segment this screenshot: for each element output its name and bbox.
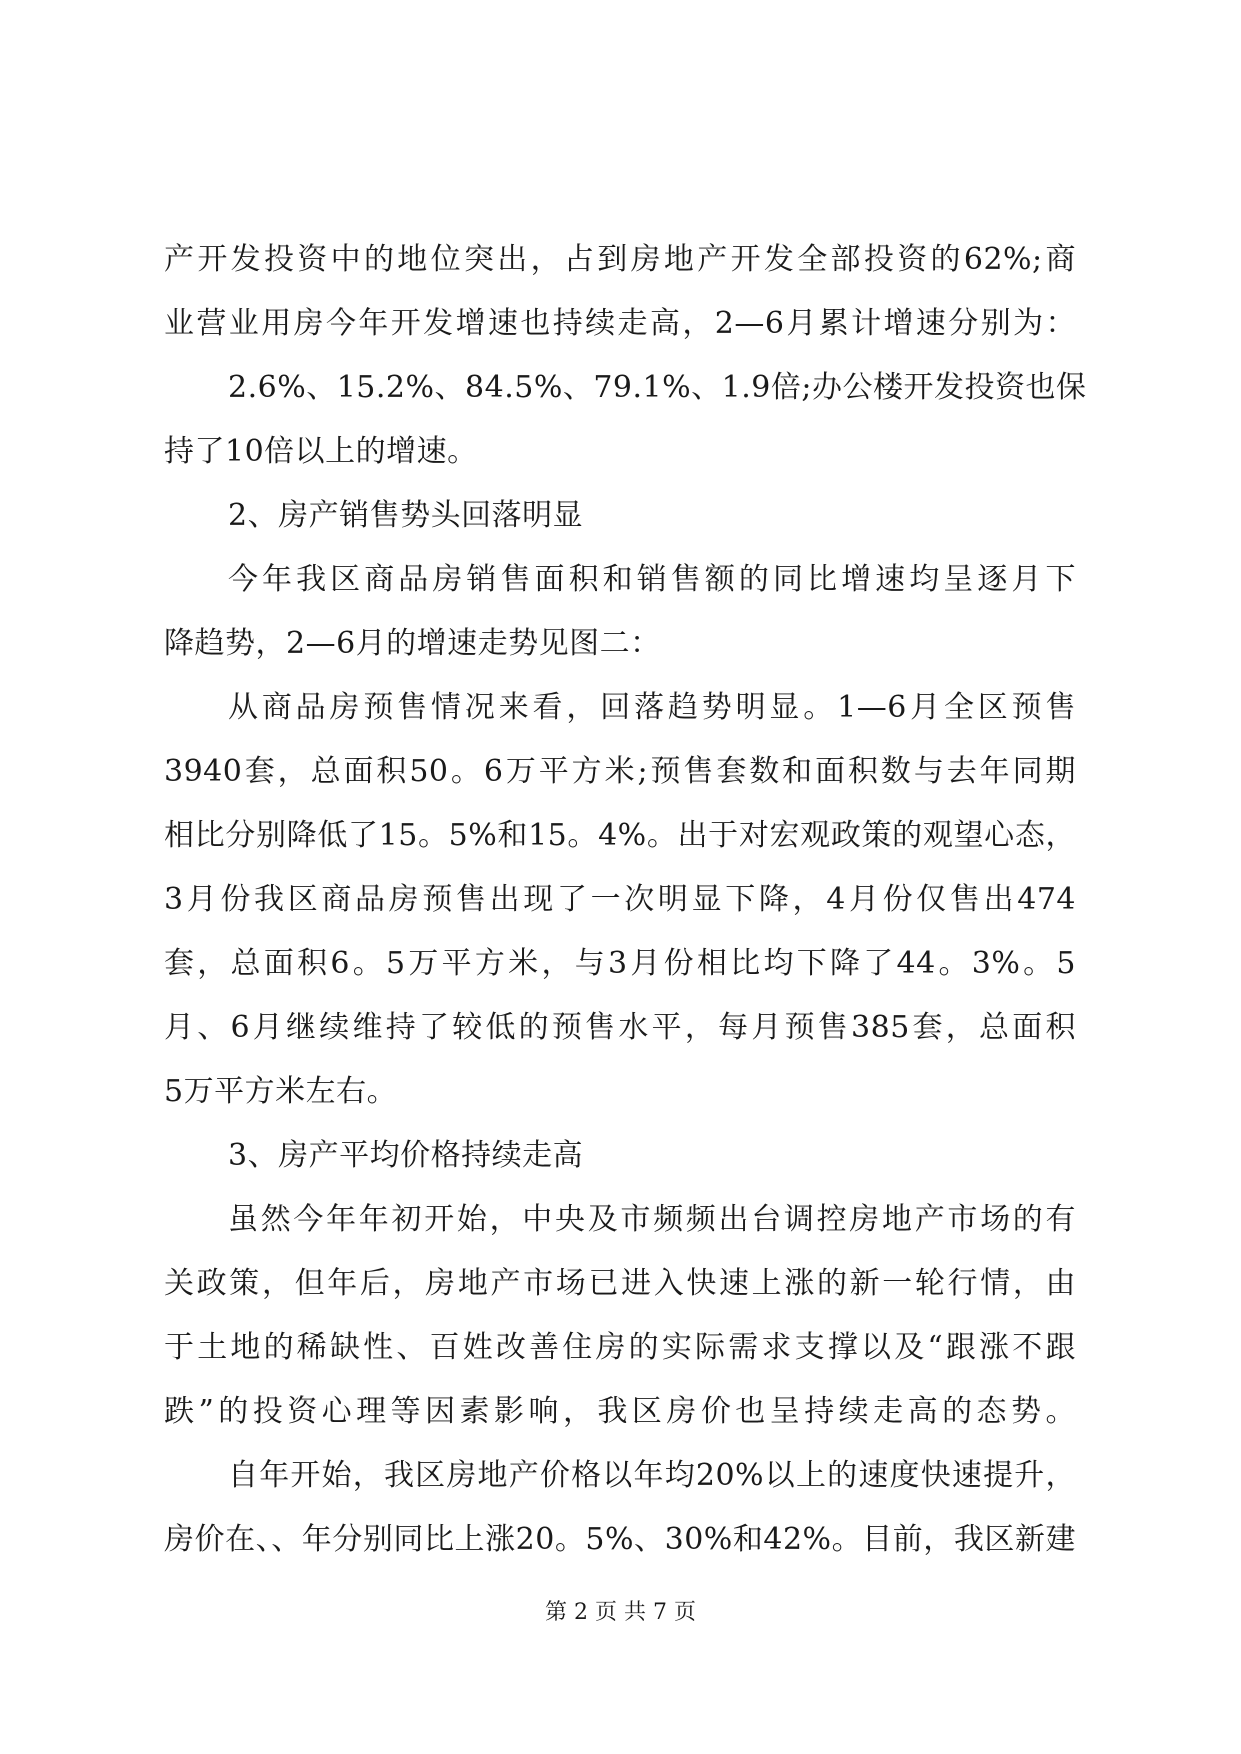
text-line: 产开发投资中的地位突出，占到房地产开发全部投资的62%;商: [164, 242, 1076, 277]
text-line: 业营业用房今年开发增速也持续走高，2—6月累计增速分别为：: [164, 306, 1076, 341]
section-heading: 2、房产销售势头回落明显: [228, 498, 584, 533]
text-line: 5万平方米左右。: [164, 1074, 398, 1109]
text-line: 持了10倍以上的增速。: [164, 434, 478, 469]
document-body: [164, 228, 1087, 1572]
text-line: 关政策，但年后，房地产市场已进入快速上涨的新一轮行情，由: [164, 1266, 1076, 1301]
section-heading: 3、房产平均价格持续走高: [228, 1138, 584, 1173]
text-line: 2.6%、15.2%、84.5%、79.1%、1.9倍;办公楼开发投资也保: [228, 370, 1087, 405]
text-line: 套，总面积6。5万平方米，与3月份相比均下降了44。3%。5: [164, 946, 1076, 981]
page-number: 第 2 页 共 7 页: [545, 1600, 696, 1625]
text-line: 降趋势，2—6月的增速走势见图二：: [164, 626, 661, 661]
text-line: 于土地的稀缺性、百姓改善住房的实际需求支撑以及“跟涨不跟: [164, 1330, 1076, 1365]
text-line: 自年开始，我区房地产价格以年均20%以上的速度快速提升，: [228, 1458, 1076, 1493]
text-line: 从商品房预售情况来看，回落趋势明显。1—6月全区预售: [228, 690, 1076, 725]
text-line: 3940套，总面积50。6万平方米;预售套数和面积数与去年同期: [164, 754, 1076, 789]
text-line: 虽然今年年初开始，中央及市频频出台调控房地产市场的有: [228, 1202, 1076, 1237]
text-line: 今年我区商品房销售面积和销售额的同比增速均呈逐月下: [228, 562, 1076, 597]
text-line: 相比分别降低了15。5%和15。4%。出于对宏观政策的观望心态，: [164, 818, 1076, 853]
text-line: 房价在、、年分别同比上涨20。5%、30%和42%。目前，我区新建: [164, 1522, 1076, 1557]
text-line: 跌”的投资心理等因素影响，我区房价也呈持续走高的态势。: [164, 1394, 1076, 1429]
text-line: 3月份我区商品房预售出现了一次明显下降，4月份仅售出474: [164, 882, 1076, 917]
text-line: 月、6月继续维持了较低的预售水平，每月预售385套，总面积: [164, 1010, 1076, 1045]
